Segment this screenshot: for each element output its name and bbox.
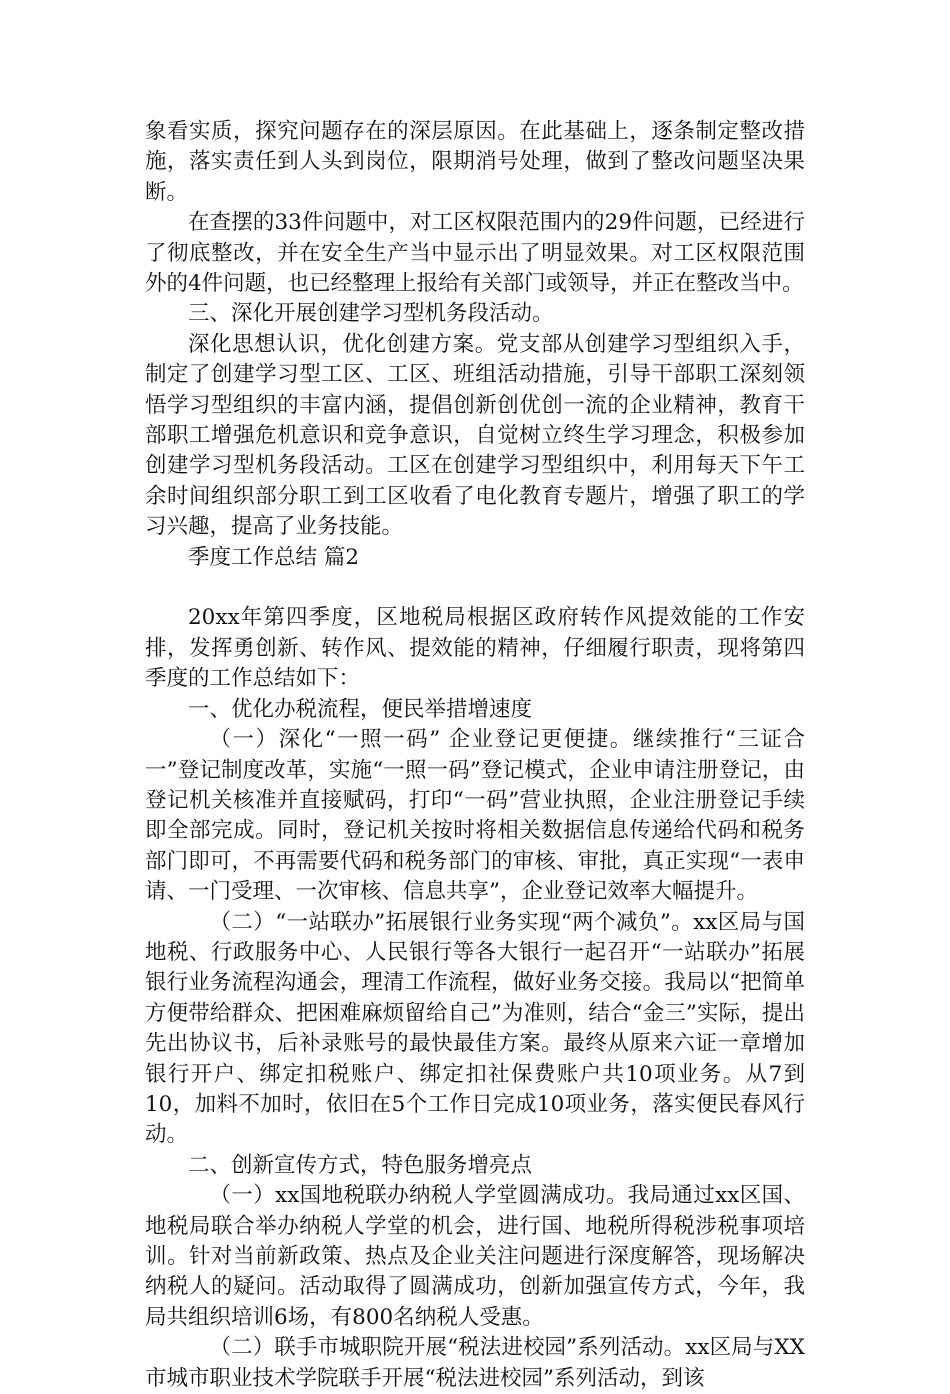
section-heading-2: 二、创新宣传方式，特色服务增亮点	[188, 1152, 533, 1178]
article-title: 季度工作总结 篇2	[188, 544, 360, 570]
section-heading-1: 一、优化办税流程，便民举措增速度	[188, 696, 533, 722]
document-page	[145, 117, 805, 1394]
paragraph-8: （一）深化“一照一码” 企业登记更便捷。继续推行“三证合一”登记制度改革，实施“一照一码”登记模式，企业申请注册登记，由登记机关核准并直接赋码，打印“一码”营业执照，企业注册登记手续即全部完成。同时，登记机关按时将相关数据信息传递给代码和税务部门即可，不再需要代码和税务部门的审核、审批，真正实现“一表申请、一门受理、一次审核、信息共享”，企业登记效率大幅提升。	[145, 727, 805, 905]
paragraph-11: （一）xx国地税联办纳税人学堂圆满成功。我局通过xx区国、地税局联合举办纳税人学堂的机会，进行国、地税所得税涉税事项培训。针对当前新政策、热点及企业关注问题进行深度解答，现场解决纳税人的疑问。活动取得了圆满成功，创新加强宣传方式，今年，我局共组织培训6场，有800名纳税人受惠。	[145, 1183, 805, 1330]
paragraph-4: 深化思想认识，优化创建方案。党支部从创建学习型组织入手，制定了创建学习型工区、工区、班组活动措施，引导干部职工深刻领悟学习型组织的丰富内涵，提倡创新创优创一流的企业精神，教育干部职工增强危机意识和竞争意识，自觉树立终生学习理念，积极参加创建学习型机务段活动。工区在创建学习型组织中，利用每天下午工余时间组织部分职工到工区收看了电化教育专题片，增强了职工的学习兴趣，提高了业务技能。	[145, 331, 805, 540]
paragraph-9: （二）“一站联办”拓展银行业务实现“两个减负”。xx区局与国地税、行政服务中心、人民银行等各大银行一起召开“一站联办”拓展银行业务流程沟通会，理清工作流程，做好业务交接。我局以“把简单方便带给群众、把困难麻烦留给自己”为准则，结合“金三”实际，提出先出协议书，后补录账号的最快最佳方案。最终从原来六证一章增加银行开户、绑定扣税账户、绑定扣社保费账户共10项业务。从7到10，加料不加时，依旧在5个工作日完成10项业务，落实便民春风行动。	[145, 909, 805, 1148]
paragraph-12: （二）联手市城职院开展“税法进校园”系列活动。xx区局与XX市城市职业技术学院联手开展“税法进校园”系列活动，到该	[145, 1335, 805, 1391]
paragraph-2: 在查摆的33件问题中，对工区权限范围内的29件问题，已经进行了彻底整改，并在安全生产当中显示出了明显效果。对工区权限范围外的4件问题，也已经整理上报给有关部门或领导，并正在整改当中。	[145, 210, 805, 297]
paragraph-1: 象看实质，探究问题存在的深层原因。在此基础上，逐条制定整改措施，落实责任到人头到岗位，限期消号处理，做到了整改问题坚决果断。	[145, 119, 805, 205]
paragraph-6: 20xx年第四季度，区地税局根据区政府转作风提效能的工作安排，发挥勇创新、转作风、提效能的精神，仔细履行职责，现将第四季度的工作总结如下：	[145, 605, 805, 692]
blank-line	[145, 573, 805, 603]
section-heading-3: 三、深化开展创建学习型机务段活动。	[188, 301, 554, 327]
